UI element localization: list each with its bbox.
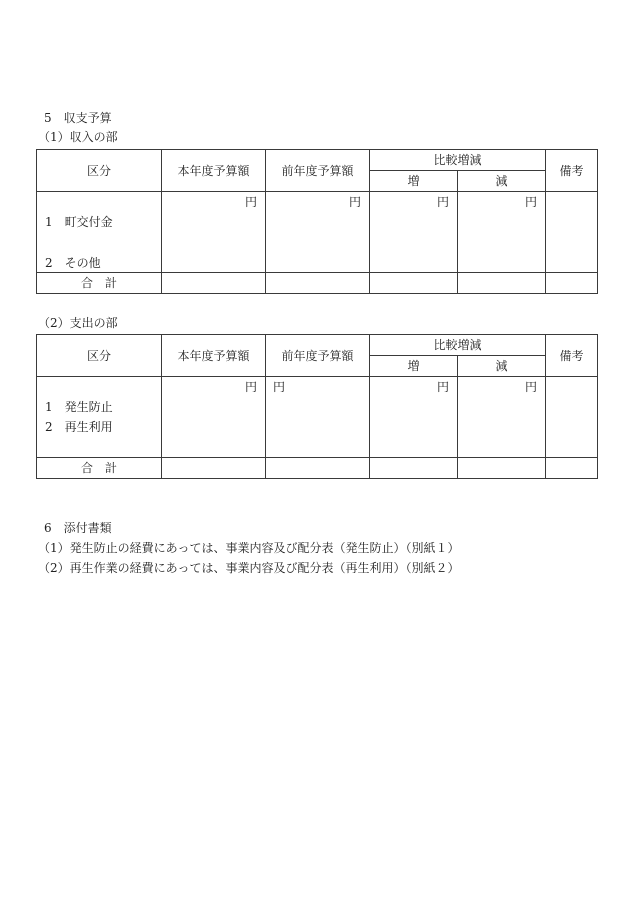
- expense-total-increase-cell: [370, 458, 458, 479]
- income-header-row: [37, 150, 598, 171]
- section-5-heading: 5 収支予算: [44, 111, 112, 125]
- expense-total-current-cell: [162, 458, 266, 479]
- unit-yen: 円: [436, 195, 449, 209]
- section-6-heading: 6 添付書類: [44, 521, 112, 535]
- income-header-decrease: 減: [458, 171, 546, 192]
- income-increase-cell: [370, 192, 458, 273]
- income-header-category: 区分: [37, 150, 162, 192]
- expense-table: [36, 334, 598, 479]
- expense-increase-cell: [370, 377, 458, 458]
- income-table: [36, 149, 598, 294]
- expense-subheading: （2）支出の部: [38, 316, 118, 330]
- expense-header-row: [37, 335, 598, 356]
- income-total-row: [37, 273, 598, 294]
- income-category-cell: [37, 192, 162, 273]
- income-body-row: [37, 192, 598, 273]
- expense-decrease-cell: [458, 377, 546, 458]
- unit-yen: 円: [436, 380, 449, 394]
- unit-yen: 円: [273, 380, 286, 394]
- expense-current-cell: [162, 377, 266, 458]
- income-decrease-cell: [458, 192, 546, 273]
- expense-header-previous-budget: 前年度予算額: [266, 335, 370, 377]
- unit-yen: 円: [244, 195, 257, 209]
- income-total-previous-cell: [266, 273, 370, 294]
- income-header-current-budget: 本年度予算額: [162, 150, 266, 192]
- expense-total-previous-cell: [266, 458, 370, 479]
- expense-total-label: 合 計: [37, 458, 162, 479]
- income-header-increase: 増: [370, 171, 458, 192]
- expense-category-cell: [37, 377, 162, 458]
- income-header-remarks: 備考: [546, 150, 598, 192]
- expense-header-remarks: 備考: [546, 335, 598, 377]
- expense-header-decrease: 減: [458, 356, 546, 377]
- income-item-town-grant: 1 町交付金: [45, 215, 113, 229]
- income-header-previous-budget: 前年度予算額: [266, 150, 370, 192]
- income-subheading: （1）収入の部: [38, 130, 118, 144]
- unit-yen: 円: [525, 380, 538, 394]
- income-remarks-cell: [546, 192, 598, 273]
- expense-body-row: [37, 377, 598, 458]
- attachment-item-1: （1）発生防止の経費にあっては、事業内容及び配分表（発生防止）（別紙１）: [38, 541, 460, 555]
- attachment-item-2: （2）再生作業の経費にあっては、事業内容及び配分表（再生利用）（別紙２）: [38, 561, 460, 575]
- unit-yen: 円: [348, 195, 361, 209]
- income-total-remarks-cell: [546, 273, 598, 294]
- expense-previous-cell: [266, 377, 370, 458]
- expense-header-increase: 増: [370, 356, 458, 377]
- income-total-current-cell: [162, 273, 266, 294]
- income-header-comparison: 比較増減: [370, 150, 546, 171]
- expense-total-decrease-cell: [458, 458, 546, 479]
- income-total-decrease-cell: [458, 273, 546, 294]
- expense-total-remarks-cell: [546, 458, 598, 479]
- expense-total-row: [37, 458, 598, 479]
- unit-yen: 円: [244, 380, 257, 394]
- expense-header-current-budget: 本年度予算額: [162, 335, 266, 377]
- income-total-increase-cell: [370, 273, 458, 294]
- expense-header-comparison: 比較増減: [370, 335, 546, 356]
- income-item-other: 2 その他: [45, 256, 101, 270]
- income-current-cell: [162, 192, 266, 273]
- unit-yen: 円: [525, 195, 538, 209]
- expense-header-category: 区分: [37, 335, 162, 377]
- income-total-label: 合 計: [37, 273, 162, 294]
- expense-item-prevention: 1 発生防止: [45, 400, 113, 414]
- expense-item-recycling: 2 再生利用: [45, 420, 113, 434]
- income-previous-cell: [266, 192, 370, 273]
- expense-remarks-cell: [546, 377, 598, 458]
